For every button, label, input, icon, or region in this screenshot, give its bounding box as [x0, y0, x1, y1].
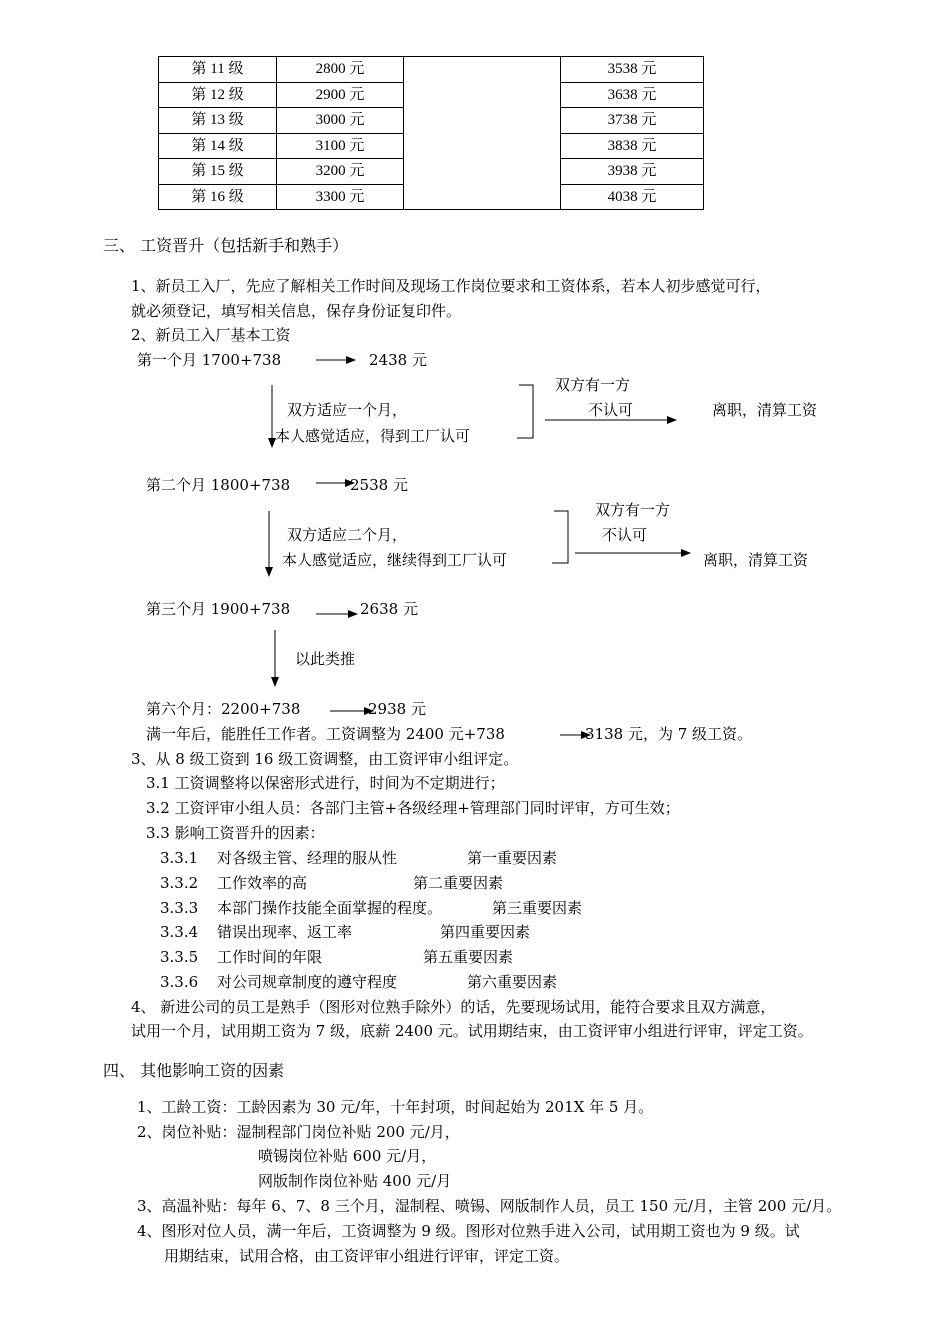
month1-result: 2438 元: [369, 351, 427, 369]
section3-item3-3: 3.3 影响工资晋升的因素：: [146, 824, 325, 842]
total-salary-cell: 3538 元: [561, 57, 704, 83]
section4-item4-line1: 4、图形对位人员，满一年后，工资调整为 9 级。图形对位熟手进入公司，试用期工资也为 9 级。试: [137, 1222, 800, 1240]
level-cell: 第 14 级: [159, 133, 277, 159]
reject1-line1: 双方有一方: [555, 376, 631, 394]
section3-item4-line2: 试用一个月，试用期工资为 7 级，底薪 2400 元。试用期结束，由工资评审小组进行评审，评定工资。: [131, 1022, 813, 1040]
base-salary-cell: 3300 元: [277, 184, 404, 210]
factor-text: 本部门操作技能全面掌握的程度。: [217, 898, 443, 917]
etc-text: 以此类推: [295, 650, 356, 668]
section4-item1: 1、工龄工资：工龄因素为 30 元/年，十年封项，时间起始为 201X 年 5 月。: [137, 1098, 654, 1116]
total-salary-cell: 4038 元: [561, 184, 704, 210]
leave1-text: 离职，清算工资: [712, 401, 818, 419]
section4-item2-line1: 2、岗位补贴：湿制程部门岗位补贴 200 元/月，: [137, 1123, 460, 1141]
section3-item1-line2: 就必须登记，填写相关信息，保存身份证复印件。: [131, 302, 462, 320]
section3-item4-line1: 4、 新进公司的员工是熟手（图形对位熟手除外）的话，先要现场试用，能符合要求且双方满意，: [131, 998, 776, 1016]
section3-item3-1: 3.1 工资调整将以保密形式进行，时间为不定期进行；: [146, 774, 505, 792]
factor-text: 工作效率的高: [217, 873, 308, 892]
section3-item2: 2、新员工入厂基本工资: [131, 326, 291, 344]
leave2-text: 离职，清算工资: [703, 551, 809, 569]
factor-rank: 第六重要因素: [467, 973, 558, 991]
factor-rank: 第三重要因素: [492, 898, 583, 917]
reject2-line1: 双方有一方: [595, 501, 671, 519]
total-salary-cell: 3838 元: [561, 133, 704, 159]
section3-item3: 3、从 8 级工资到 16 级工资调整，由工资评审小组评定。: [131, 750, 519, 768]
section3-item3-2: 3.2 工资评审小组人员：各部门主管+各级经理+管理部门同时评审，方可生效；: [146, 799, 680, 817]
level-cell: 第 11 级: [159, 57, 277, 83]
adapt1-line2: 本人感觉适应，得到工厂认可: [275, 427, 471, 445]
base-salary-cell: 2800 元: [277, 57, 404, 83]
factor-number: 3.3.4: [160, 923, 199, 942]
section4-item3: 3、高温补贴：每年 6、7、8 三个月，湿制程、喷锡、网版制作人员，员工 150 元/月，主管 200 元/月。: [137, 1197, 842, 1215]
factor-number: 3.3.6: [160, 973, 199, 991]
section3-heading: 三、 工资晋升（包括新手和熟手）: [103, 236, 349, 255]
factor-text: 对各级主管、经理的服从性: [217, 849, 398, 867]
section4-heading: 四、 其他影响工资的因素: [103, 1061, 285, 1080]
factor-rank: 第一重要因素: [467, 849, 558, 867]
factor-text: 错误出现率、返工率: [217, 923, 353, 942]
factor-rank: 第五重要因素: [423, 948, 514, 967]
reject2-line2: 不认可: [602, 526, 648, 544]
total-salary-cell: 3738 元: [561, 108, 704, 134]
level-cell: 第 12 级: [159, 82, 277, 108]
month3-result: 2638 元: [360, 600, 418, 618]
base-salary-cell: 2900 元: [277, 82, 404, 108]
month6-label: 第六个月：2200+738: [146, 700, 301, 718]
month6-result: 2938 元: [368, 700, 426, 718]
base-salary-cell: 3100 元: [277, 133, 404, 159]
reject2-bracket: [552, 511, 568, 563]
base-salary-cell: 3200 元: [277, 159, 404, 185]
adapt2-line2: 本人感觉适应，继续得到工厂认可: [282, 551, 508, 569]
factor-rank: 第四重要因素: [440, 923, 531, 942]
one-year-text: 满一年后，能胜任工作者。工资调整为 2400 元+738: [146, 725, 505, 743]
section4-item4-line2: 用期结束，试用合格，由工资评审小组进行评审，评定工资。: [164, 1247, 570, 1265]
month1-label: 第一个月 1700+738: [137, 351, 282, 369]
total-salary-cell: 3938 元: [561, 159, 704, 185]
factor-text: 对公司规章制度的遵守程度: [217, 973, 398, 991]
reject1-bracket: [517, 385, 533, 438]
factor-number: 3.3.1: [160, 849, 199, 867]
section4-item2-line2: 喷锡岗位补贴 600 元/月，: [258, 1147, 437, 1165]
level-cell: 第 13 级: [159, 108, 277, 134]
factor-number: 3.3.3: [160, 898, 199, 917]
factor-number: 3.3.5: [160, 948, 199, 967]
section4-item2-line3: 网版制作岗位补贴 400 元/月: [258, 1172, 452, 1190]
month2-result: 2538 元: [350, 476, 408, 494]
factor-text: 工作时间的年限: [217, 948, 323, 967]
total-salary-cell: 3638 元: [561, 82, 704, 108]
month2-label: 第二个月 1800+738: [146, 476, 291, 494]
reject1-line2: 不认可: [588, 401, 634, 419]
adapt2-line1: 双方适应二个月，: [287, 526, 408, 544]
level-cell: 第 15 级: [159, 159, 277, 185]
factor-number: 3.3.2: [160, 873, 199, 892]
factor-rank: 第二重要因素: [413, 873, 504, 892]
base-salary-cell: 3000 元: [277, 108, 404, 134]
level-cell: 第 16 级: [159, 184, 277, 210]
section3-item1-line1: 1、新员工入厂，先应了解相关工作时间及现场工作岗位要求和工资体系，若本人初步感觉可行，: [131, 277, 771, 295]
one-year-result: 3138 元，为 7 级工资。: [585, 725, 753, 743]
month3-label: 第三个月 1900+738: [146, 600, 291, 618]
adapt1-line1: 双方适应一个月，: [287, 401, 408, 419]
